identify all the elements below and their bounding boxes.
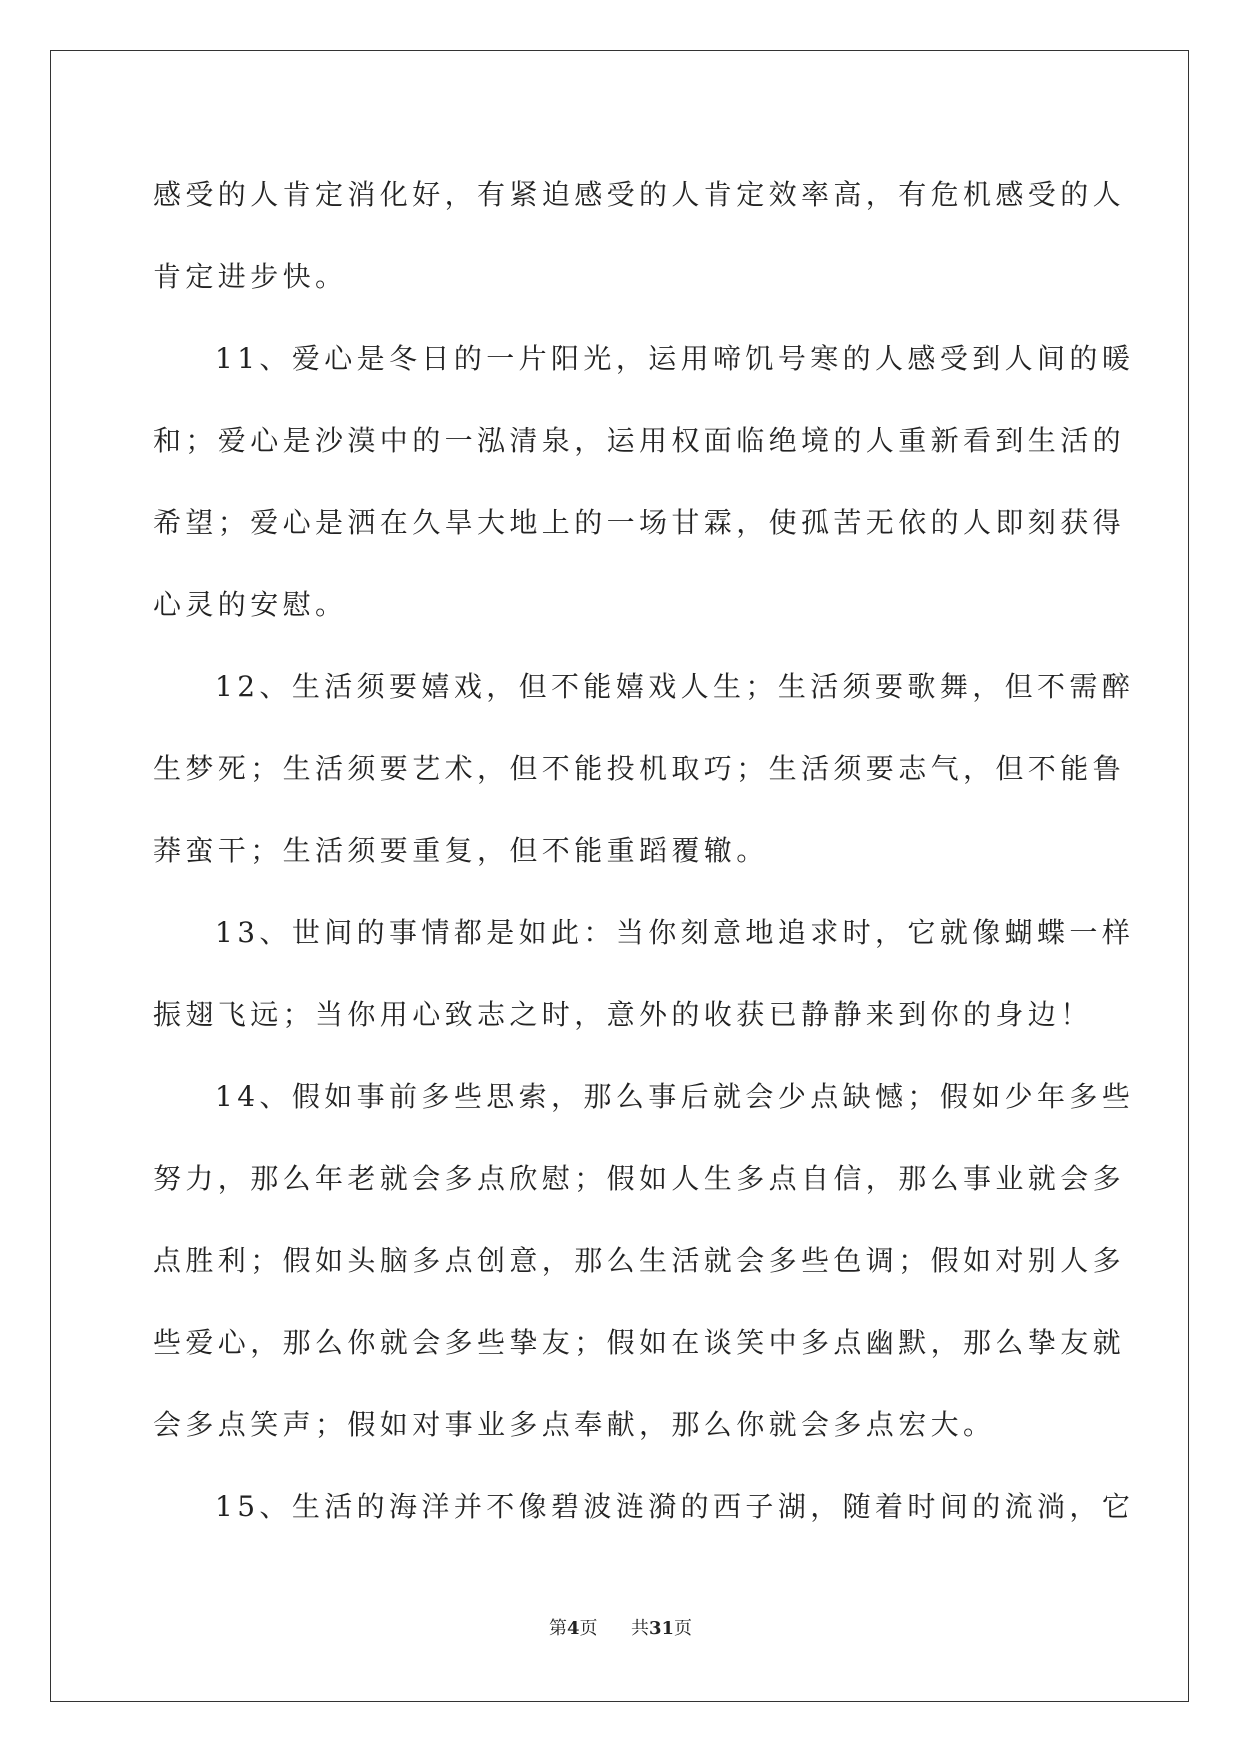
page-suffix: 页 — [579, 1618, 598, 1639]
text-line: 心灵的安慰。 — [153, 588, 348, 621]
page-current: 4 — [566, 1618, 580, 1639]
page-prefix: 第 — [548, 1618, 567, 1639]
page-number-label — [549, 1617, 598, 1641]
paragraph-start-11: 11、爱心是冬日的一片阳光，运用啼饥号寒的人感受到人间的暖 — [215, 342, 1135, 375]
page-total-label — [631, 1617, 692, 1641]
paragraph-start-15: 15、生活的海洋并不像碧波涟漪的西子湖，随着时间的流淌，它 — [215, 1490, 1135, 1523]
text-line: 感受的人肯定消化好，有紧迫感受的人肯定效率高，有危机感受的人 — [153, 178, 1126, 211]
page-total: 31 — [648, 1618, 675, 1639]
total-suffix: 页 — [674, 1618, 693, 1639]
text-line: 努力，那么年老就会多点欣慰；假如人生多点自信，那么事业就会多 — [153, 1162, 1126, 1195]
text-line: 肯定进步快。 — [153, 260, 348, 293]
text-line: 莽蛮干；生活须要重复，但不能重蹈覆辙。 — [153, 834, 769, 867]
document-body — [153, 154, 1135, 1548]
text-line: 些爱心，那么你就会多些挚友；假如在谈笑中多点幽默，那么挚友就 — [153, 1326, 1126, 1359]
paragraph-start-14: 14、假如事前多些思索，那么事后就会少点缺憾；假如少年多些 — [215, 1080, 1135, 1113]
paragraph-start-13: 13、世间的事情都是如此：当你刻意地追求时，它就像蝴蝶一样 — [215, 916, 1135, 949]
total-prefix: 共 — [630, 1618, 649, 1639]
text-line: 点胜利；假如头脑多点创意，那么生活就会多些色调；假如对别人多 — [153, 1244, 1126, 1277]
text-line: 希望；爱心是洒在久旱大地上的一场甘霖，使孤苦无依的人即刻获得 — [153, 506, 1126, 539]
page-footer — [0, 1617, 1241, 1641]
text-line: 和；爱心是沙漠中的一泓清泉，运用权面临绝境的人重新看到生活的 — [153, 424, 1126, 457]
text-line: 会多点笑声；假如对事业多点奉献，那么你就会多点宏大。 — [153, 1408, 996, 1441]
text-line: 振翅飞远；当你用心致志之时，意外的收获已静静来到你的身边！ — [153, 998, 1093, 1031]
paragraph-start-12: 12、生活须要嬉戏，但不能嬉戏人生；生活须要歌舞，但不需醉 — [215, 670, 1135, 703]
text-line: 生梦死；生活须要艺术，但不能投机取巧；生活须要志气，但不能鲁 — [153, 752, 1126, 785]
